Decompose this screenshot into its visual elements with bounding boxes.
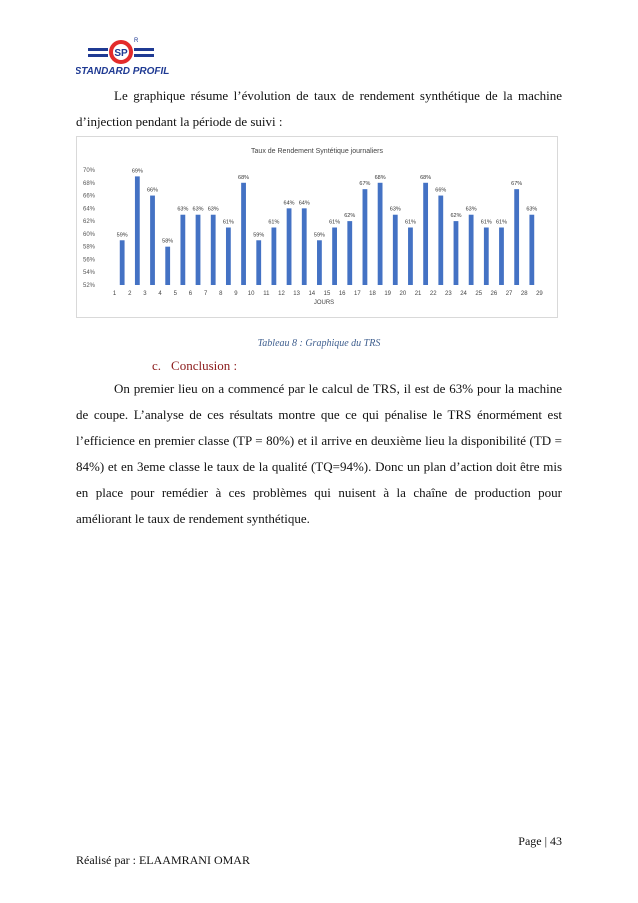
x-tick-label: 8 <box>219 291 223 297</box>
x-tick-label: 4 <box>158 291 162 297</box>
x-tick-label: 10 <box>247 291 255 297</box>
x-tick-label: 2 <box>128 291 132 297</box>
x-tick-label: 29 <box>536 291 543 297</box>
y-tick-label: 62% <box>83 219 96 226</box>
chart-bar <box>363 189 368 285</box>
conclusion-text <box>76 376 562 532</box>
bar-value-label: 62% <box>344 213 356 220</box>
bar-value-label: 64% <box>283 200 295 207</box>
chart-bar <box>287 208 292 285</box>
x-tick-label: 3 <box>143 291 147 297</box>
bar-value-label: 69% <box>131 168 143 175</box>
chart-bar <box>514 189 519 285</box>
chart-bar <box>196 215 201 285</box>
chart-bar <box>211 215 216 285</box>
intro-paragraph: Le graphique résume l’évolution de taux de rendement synthétique de la machine d’injection pendant la période de suivi : <box>76 88 562 129</box>
bar-value-label: 63% <box>465 206 477 213</box>
x-tick-label: 27 <box>505 291 513 297</box>
bar-value-label: 59% <box>313 232 325 239</box>
x-tick-label: 25 <box>475 291 483 297</box>
x-tick-label: 22 <box>429 291 437 297</box>
y-tick-label: 58% <box>83 244 96 251</box>
x-tick-label: 7 <box>203 291 208 297</box>
bar-value-label: 61% <box>480 219 492 226</box>
chart-bar <box>165 247 170 285</box>
company-logo <box>76 34 176 82</box>
bar-value-label: 64% <box>298 200 310 207</box>
x-tick-label: 21 <box>414 291 422 297</box>
bar-value-label: 63% <box>177 206 189 213</box>
bar-value-label: 67% <box>359 181 371 188</box>
section-letter: c. <box>152 358 162 373</box>
chart-bar <box>469 215 474 285</box>
bar-value-label: 61% <box>404 219 416 226</box>
chart-x-axis-label: JOURS <box>313 300 335 306</box>
x-tick-label: 18 <box>369 291 376 297</box>
x-tick-label: 14 <box>308 291 316 297</box>
bar-value-label: 68% <box>420 174 432 181</box>
chart-bar <box>120 240 125 285</box>
y-tick-label: 70% <box>83 168 96 174</box>
bar-value-label: 62% <box>450 213 462 220</box>
chart-bar <box>499 228 504 286</box>
y-tick-label: 60% <box>83 231 96 238</box>
chart-bar <box>256 240 261 285</box>
chart-bar <box>393 215 398 285</box>
chart-bar <box>347 221 352 285</box>
y-tick-label: 54% <box>83 270 96 277</box>
bar-value-label: 61% <box>495 219 507 226</box>
chart-bar <box>241 183 246 285</box>
bar-value-label: 61% <box>222 219 234 226</box>
x-axis-ticks <box>113 291 543 297</box>
x-tick-label: 17 <box>354 291 361 297</box>
bar-value-label: 66% <box>435 187 447 194</box>
x-tick-label: 5 <box>173 291 177 297</box>
logo-text: STANDARD PROFIL <box>76 66 170 77</box>
x-tick-label: 6 <box>188 291 193 297</box>
chart-bar <box>180 215 185 285</box>
chart-bar <box>408 228 413 286</box>
chart-title: Taux de Rendement Syntétique journaliers <box>251 148 383 155</box>
chart-bar <box>302 208 307 285</box>
x-tick-label: 23 <box>445 291 452 297</box>
y-tick-label: 52% <box>83 283 96 289</box>
chart-bar <box>271 228 276 286</box>
chart-bar <box>226 228 231 286</box>
chart-bar <box>317 240 322 285</box>
chart-bar <box>135 176 140 285</box>
chart-caption: Tableau 8 : Graphique du TRS <box>257 338 381 349</box>
chart-value-labels <box>117 168 538 244</box>
svg-text:SP: SP <box>114 48 128 59</box>
x-tick-label: 20 <box>399 291 407 297</box>
chart-bar <box>332 228 337 286</box>
x-tick-label: 28 <box>520 291 528 297</box>
chart-bar <box>423 183 428 285</box>
x-tick-label: 19 <box>384 291 392 297</box>
bar-value-label: 59% <box>253 232 265 239</box>
section-title: Conclusion : <box>171 358 238 373</box>
bar-value-label: 59% <box>116 232 128 239</box>
x-tick-label: 15 <box>323 291 331 297</box>
bar-value-label: 68% <box>374 174 386 181</box>
chart-bar <box>150 196 155 285</box>
bar-value-label: 68% <box>238 174 250 181</box>
x-tick-label: 9 <box>234 291 238 297</box>
bar-value-label: 63% <box>389 206 401 213</box>
bar-value-label: 63% <box>192 206 204 213</box>
bar-value-label: 61% <box>268 219 280 226</box>
trs-chart <box>76 136 558 318</box>
x-tick-label: 24 <box>460 291 467 297</box>
chart-bar <box>529 215 534 285</box>
bar-value-label: 58% <box>162 238 174 245</box>
chart-bar <box>378 183 383 285</box>
bar-value-label: 63% <box>207 206 219 213</box>
section-heading <box>152 358 247 374</box>
chart-bar <box>454 221 459 285</box>
y-tick-label: 68% <box>83 180 96 187</box>
x-tick-label: 13 <box>293 291 300 297</box>
y-tick-label: 64% <box>83 206 96 213</box>
x-tick-label: 1 <box>112 291 117 297</box>
x-tick-label: 12 <box>278 291 285 297</box>
y-tick-label: 66% <box>83 193 96 200</box>
y-tick-label: 56% <box>83 257 96 264</box>
bar-value-label: 63% <box>526 206 538 213</box>
bar-value-label: 66% <box>147 187 159 194</box>
x-tick-label: 16 <box>338 291 346 297</box>
chart-bar <box>484 228 489 286</box>
bar-value-label: 67% <box>511 181 523 188</box>
x-tick-label: 11 <box>263 291 270 297</box>
y-axis-ticks <box>83 168 96 289</box>
chart-bars <box>120 176 534 285</box>
x-tick-label: 26 <box>490 291 498 297</box>
chart-bar <box>438 196 443 285</box>
author-footer: Réalisé par : ELAAMRANI OMAR <box>76 853 250 867</box>
bar-value-label: 61% <box>329 219 341 226</box>
registered-mark: R <box>134 38 139 44</box>
page-number: Page | 43 <box>518 834 562 848</box>
conclusion-paragraph: On premier lieu on a commencé par le calcul de TRS, il est de 63% pour la machine de coupe. L’analyse de ces résultats montre que ce qui pénalise le TRS énormément est l’efficience en premier classe (TP = 80%) et il arrive en deuxième lieu la disponibilité (TD = 84%) et en 3eme classe le taux de la qualité (TQ=94%). Donc un plan d’action doit être mis en place pour remédier à ces problèmes qui nuisent à la chaîne de production pour améliorant le taux de rendement synthétique. <box>76 381 562 526</box>
